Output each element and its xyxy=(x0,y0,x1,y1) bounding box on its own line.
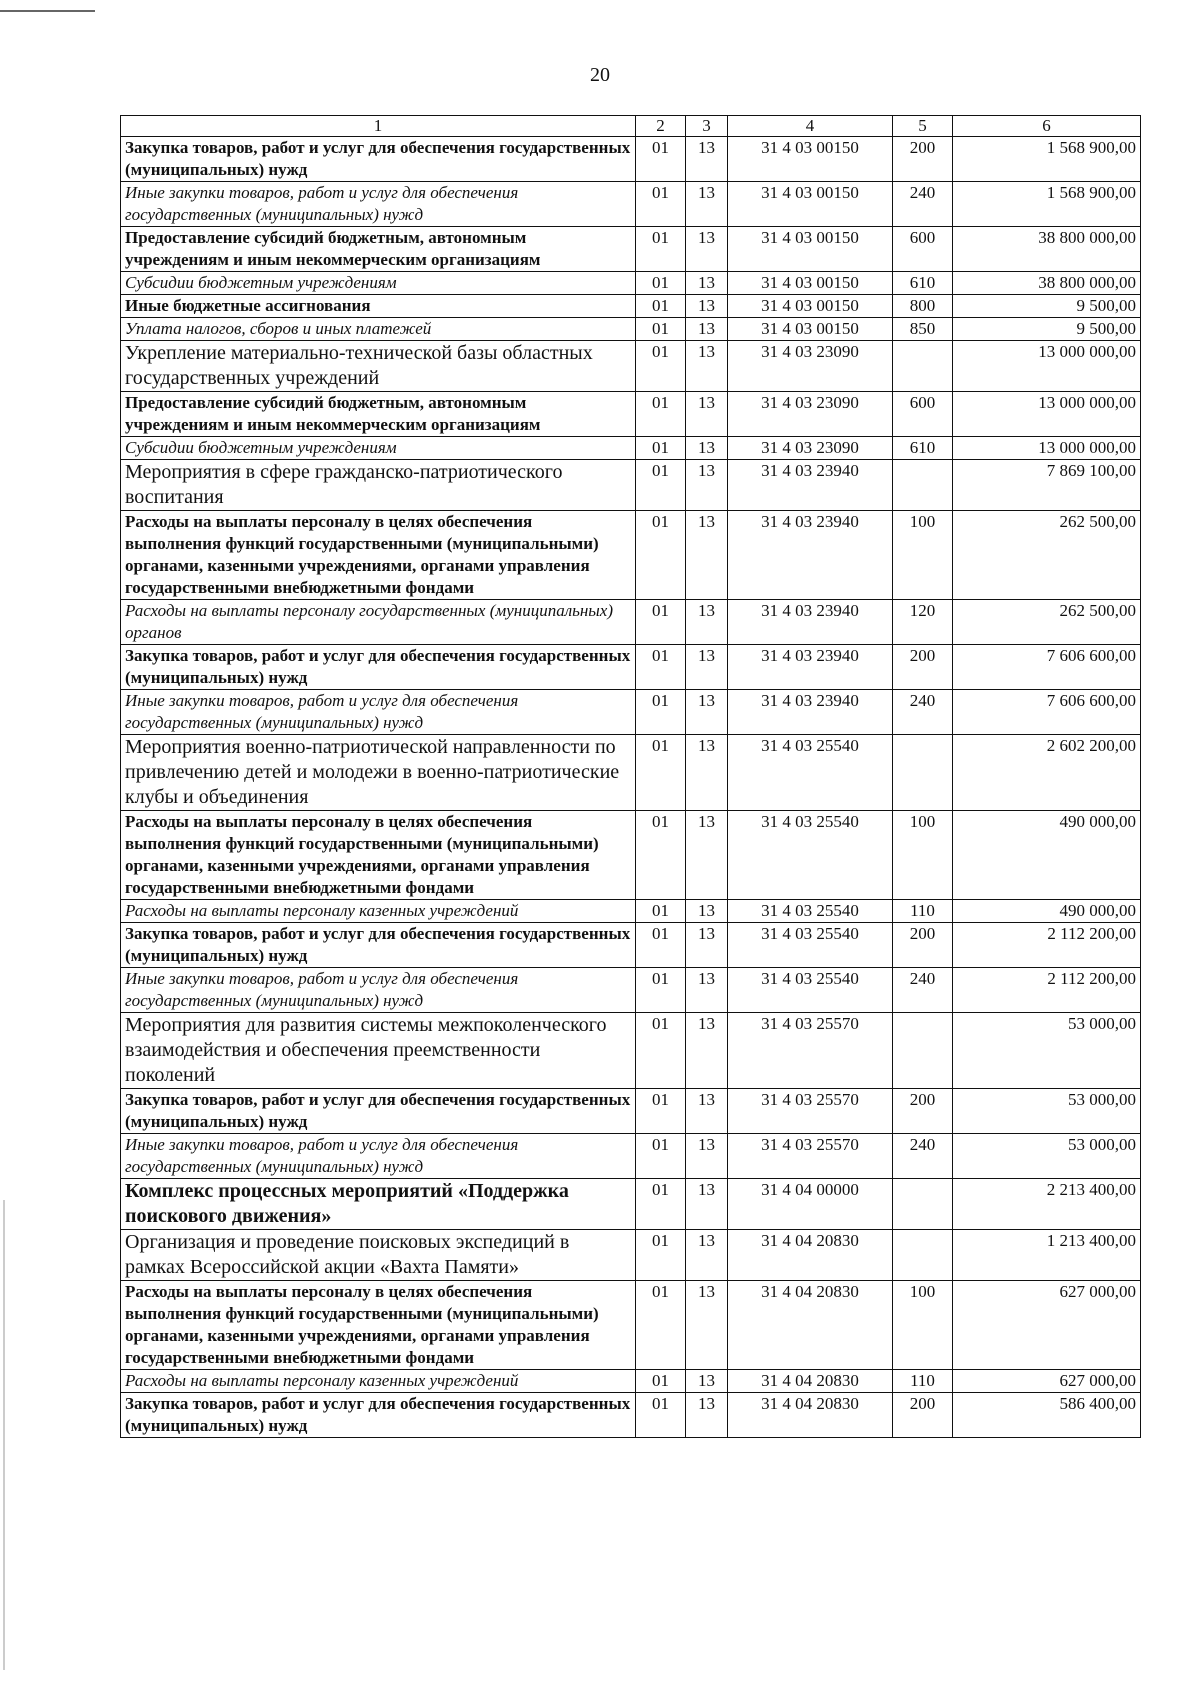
row-subsection-cell: 13 xyxy=(686,295,728,318)
row-target-article-cell: 31 4 03 23940 xyxy=(728,645,893,690)
row-amount-cell: 490 000,00 xyxy=(953,900,1141,923)
row-amount-cell: 53 000,00 xyxy=(953,1013,1141,1089)
row-section-cell: 01 xyxy=(636,735,686,811)
row-expense-type-cell: 200 xyxy=(893,137,953,182)
row-section-cell: 01 xyxy=(636,392,686,437)
row-subsection-cell: 13 xyxy=(686,511,728,600)
row-name-cell: Иные бюджетные ассигнования xyxy=(121,295,636,318)
row-amount-cell: 13 000 000,00 xyxy=(953,392,1141,437)
row-amount-cell: 1 213 400,00 xyxy=(953,1230,1141,1281)
row-subsection-cell: 13 xyxy=(686,437,728,460)
row-expense-type-cell: 800 xyxy=(893,295,953,318)
row-section-cell: 01 xyxy=(636,645,686,690)
row-name-cell: Субсидии бюджетным учреждениям xyxy=(121,437,636,460)
row-subsection-cell: 13 xyxy=(686,1230,728,1281)
row-amount-cell: 262 500,00 xyxy=(953,600,1141,645)
row-target-article-cell: 31 4 03 00150 xyxy=(728,137,893,182)
row-expense-type-cell: 110 xyxy=(893,900,953,923)
row-amount-cell: 627 000,00 xyxy=(953,1281,1141,1370)
row-subsection-cell: 13 xyxy=(686,1089,728,1134)
table-row xyxy=(121,1134,1141,1179)
row-expense-type-cell: 100 xyxy=(893,811,953,900)
row-name-cell: Уплата налогов, сборов и иных платежей xyxy=(121,318,636,341)
row-expense-type-cell: 610 xyxy=(893,437,953,460)
row-name-cell: Расходы на выплаты персоналу в целях обеспечения выполнения функций государственными (муниципальными) органами, казенными учреждениями, органами управления государственными внебюджетными фондами xyxy=(121,1281,636,1370)
row-target-article-cell: 31 4 03 25540 xyxy=(728,811,893,900)
header-cell-1: 1 xyxy=(121,116,636,137)
row-target-article-cell: 31 4 03 23090 xyxy=(728,341,893,392)
row-subsection-cell: 13 xyxy=(686,182,728,227)
row-amount-cell: 7 606 600,00 xyxy=(953,690,1141,735)
table-row xyxy=(121,900,1141,923)
row-expense-type-cell xyxy=(893,1013,953,1089)
row-amount-cell: 2 602 200,00 xyxy=(953,735,1141,811)
row-amount-cell: 53 000,00 xyxy=(953,1089,1141,1134)
row-expense-type-cell: 600 xyxy=(893,227,953,272)
row-subsection-cell: 13 xyxy=(686,341,728,392)
page-number: 20 xyxy=(590,64,610,86)
row-expense-type-cell: 240 xyxy=(893,968,953,1013)
row-expense-type-cell xyxy=(893,735,953,811)
row-amount-cell: 2 213 400,00 xyxy=(953,1179,1141,1230)
header-cell-3: 3 xyxy=(686,116,728,137)
table-row xyxy=(121,227,1141,272)
row-name-cell: Мероприятия для развития системы межпоколенческого взаимодействия и обеспечения преемственности поколений xyxy=(121,1013,636,1089)
row-amount-cell: 9 500,00 xyxy=(953,295,1141,318)
row-amount-cell: 262 500,00 xyxy=(953,511,1141,600)
row-subsection-cell: 13 xyxy=(686,392,728,437)
table-row xyxy=(121,600,1141,645)
header-cell-6: 6 xyxy=(953,116,1141,137)
budget-table-body xyxy=(121,116,1141,1438)
row-target-article-cell: 31 4 04 20830 xyxy=(728,1230,893,1281)
row-section-cell: 01 xyxy=(636,900,686,923)
row-section-cell: 01 xyxy=(636,1179,686,1230)
row-expense-type-cell: 240 xyxy=(893,182,953,227)
row-section-cell: 01 xyxy=(636,690,686,735)
row-section-cell: 01 xyxy=(636,600,686,645)
row-target-article-cell: 31 4 03 25540 xyxy=(728,923,893,968)
row-name-cell: Субсидии бюджетным учреждениям xyxy=(121,272,636,295)
row-target-article-cell: 31 4 03 23940 xyxy=(728,690,893,735)
row-subsection-cell: 13 xyxy=(686,460,728,511)
row-section-cell: 01 xyxy=(636,1013,686,1089)
header-cell-2: 2 xyxy=(636,116,686,137)
row-subsection-cell: 13 xyxy=(686,318,728,341)
row-name-cell: Расходы на выплаты персоналу казенных учреждений xyxy=(121,1370,636,1393)
row-section-cell: 01 xyxy=(636,811,686,900)
row-expense-type-cell: 200 xyxy=(893,645,953,690)
row-target-article-cell: 31 4 03 00150 xyxy=(728,318,893,341)
row-section-cell: 01 xyxy=(636,272,686,295)
table-row xyxy=(121,341,1141,392)
row-subsection-cell: 13 xyxy=(686,1134,728,1179)
row-section-cell: 01 xyxy=(636,182,686,227)
header-cell-5: 5 xyxy=(893,116,953,137)
row-name-cell: Мероприятия военно-патриотической направленности по привлечению детей и молодежи в военно-патриотические клубы и объединения xyxy=(121,735,636,811)
table-row xyxy=(121,272,1141,295)
row-subsection-cell: 13 xyxy=(686,600,728,645)
row-target-article-cell: 31 4 03 25570 xyxy=(728,1013,893,1089)
row-subsection-cell: 13 xyxy=(686,811,728,900)
budget-table xyxy=(120,115,1141,1438)
row-section-cell: 01 xyxy=(636,923,686,968)
row-name-cell: Закупка товаров, работ и услуг для обеспечения государственных (муниципальных) нужд xyxy=(121,1393,636,1438)
row-section-cell: 01 xyxy=(636,1370,686,1393)
table-row xyxy=(121,968,1141,1013)
table-row xyxy=(121,1230,1141,1281)
row-amount-cell: 627 000,00 xyxy=(953,1370,1141,1393)
row-amount-cell: 38 800 000,00 xyxy=(953,272,1141,295)
row-expense-type-cell xyxy=(893,1230,953,1281)
row-target-article-cell: 31 4 03 25540 xyxy=(728,900,893,923)
row-target-article-cell: 31 4 03 00150 xyxy=(728,272,893,295)
row-amount-cell: 38 800 000,00 xyxy=(953,227,1141,272)
row-expense-type-cell: 200 xyxy=(893,1393,953,1438)
row-expense-type-cell: 240 xyxy=(893,1134,953,1179)
row-amount-cell: 53 000,00 xyxy=(953,1134,1141,1179)
row-name-cell: Организация и проведение поисковых экспедиций в рамках Всероссийской акции «Вахта Памяти» xyxy=(121,1230,636,1281)
row-section-cell: 01 xyxy=(636,295,686,318)
row-amount-cell: 2 112 200,00 xyxy=(953,968,1141,1013)
row-target-article-cell: 31 4 03 25570 xyxy=(728,1134,893,1179)
row-subsection-cell: 13 xyxy=(686,1370,728,1393)
row-amount-cell: 9 500,00 xyxy=(953,318,1141,341)
scan-edge-mark xyxy=(3,1200,5,1670)
row-target-article-cell: 31 4 03 23940 xyxy=(728,600,893,645)
table-row xyxy=(121,1179,1141,1230)
row-expense-type-cell: 100 xyxy=(893,511,953,600)
table-row xyxy=(121,690,1141,735)
row-amount-cell: 1 568 900,00 xyxy=(953,182,1141,227)
row-expense-type-cell xyxy=(893,341,953,392)
row-subsection-cell: 13 xyxy=(686,968,728,1013)
row-name-cell: Мероприятия в сфере гражданско-патриотического воспитания xyxy=(121,460,636,511)
row-section-cell: 01 xyxy=(636,968,686,1013)
row-expense-type-cell xyxy=(893,1179,953,1230)
table-row xyxy=(121,811,1141,900)
row-section-cell: 01 xyxy=(636,318,686,341)
row-expense-type-cell: 600 xyxy=(893,392,953,437)
row-name-cell: Комплекс процессных мероприятий «Поддержка поискового движения» xyxy=(121,1179,636,1230)
row-target-article-cell: 31 4 03 25540 xyxy=(728,735,893,811)
row-subsection-cell: 13 xyxy=(686,735,728,811)
row-name-cell: Предоставление субсидий бюджетным, автономным учреждениям и иным некоммерческим организациям xyxy=(121,227,636,272)
table-header-row xyxy=(121,116,1141,137)
row-subsection-cell: 13 xyxy=(686,227,728,272)
row-amount-cell: 7 869 100,00 xyxy=(953,460,1141,511)
row-name-cell: Иные закупки товаров, работ и услуг для обеспечения государственных (муниципальных) нужд xyxy=(121,182,636,227)
row-amount-cell: 13 000 000,00 xyxy=(953,341,1141,392)
row-subsection-cell: 13 xyxy=(686,1281,728,1370)
table-row xyxy=(121,1370,1141,1393)
table-row xyxy=(121,1013,1141,1089)
row-subsection-cell: 13 xyxy=(686,900,728,923)
row-name-cell: Укрепление материально-технической базы областных государственных учреждений xyxy=(121,341,636,392)
row-target-article-cell: 31 4 04 20830 xyxy=(728,1370,893,1393)
row-name-cell: Расходы на выплаты персоналу в целях обеспечения выполнения функций государственными (муниципальными) органами, казенными учреждениями, органами управления государственными внебюджетными фондами xyxy=(121,511,636,600)
row-expense-type-cell: 850 xyxy=(893,318,953,341)
row-section-cell: 01 xyxy=(636,1281,686,1370)
table-row xyxy=(121,437,1141,460)
row-expense-type-cell: 240 xyxy=(893,690,953,735)
header-cell-4: 4 xyxy=(728,116,893,137)
table-row xyxy=(121,735,1141,811)
row-name-cell: Предоставление субсидий бюджетным, автономным учреждениям и иным некоммерческим организациям xyxy=(121,392,636,437)
table-row xyxy=(121,137,1141,182)
row-expense-type-cell xyxy=(893,460,953,511)
table-row xyxy=(121,1089,1141,1134)
row-section-cell: 01 xyxy=(636,460,686,511)
row-expense-type-cell: 610 xyxy=(893,272,953,295)
row-name-cell: Расходы на выплаты персоналу в целях обеспечения выполнения функций государственными (муниципальными) органами, казенными учреждениями, органами управления государственными внебюджетными фондами xyxy=(121,811,636,900)
table-row xyxy=(121,460,1141,511)
table-row xyxy=(121,182,1141,227)
row-name-cell: Расходы на выплаты персоналу государственных (муниципальных) органов xyxy=(121,600,636,645)
row-target-article-cell: 31 4 03 23940 xyxy=(728,460,893,511)
row-target-article-cell: 31 4 03 00150 xyxy=(728,295,893,318)
row-section-cell: 01 xyxy=(636,1089,686,1134)
row-target-article-cell: 31 4 03 00150 xyxy=(728,182,893,227)
row-expense-type-cell: 120 xyxy=(893,600,953,645)
table-row xyxy=(121,645,1141,690)
row-amount-cell: 7 606 600,00 xyxy=(953,645,1141,690)
row-amount-cell: 586 400,00 xyxy=(953,1393,1141,1438)
row-expense-type-cell: 200 xyxy=(893,923,953,968)
table-row xyxy=(121,1281,1141,1370)
row-target-article-cell: 31 4 03 23940 xyxy=(728,511,893,600)
row-name-cell: Закупка товаров, работ и услуг для обеспечения государственных (муниципальных) нужд xyxy=(121,645,636,690)
row-amount-cell: 490 000,00 xyxy=(953,811,1141,900)
row-section-cell: 01 xyxy=(636,341,686,392)
row-subsection-cell: 13 xyxy=(686,645,728,690)
row-target-article-cell: 31 4 04 20830 xyxy=(728,1393,893,1438)
row-section-cell: 01 xyxy=(636,1393,686,1438)
row-target-article-cell: 31 4 03 23090 xyxy=(728,437,893,460)
row-target-article-cell: 31 4 03 25540 xyxy=(728,968,893,1013)
row-name-cell: Расходы на выплаты персоналу казенных учреждений xyxy=(121,900,636,923)
table-row xyxy=(121,923,1141,968)
row-name-cell: Закупка товаров, работ и услуг для обеспечения государственных (муниципальных) нужд xyxy=(121,923,636,968)
table-row xyxy=(121,392,1141,437)
row-subsection-cell: 13 xyxy=(686,1179,728,1230)
row-name-cell: Иные закупки товаров, работ и услуг для обеспечения государственных (муниципальных) нужд xyxy=(121,690,636,735)
row-name-cell: Закупка товаров, работ и услуг для обеспечения государственных (муниципальных) нужд xyxy=(121,1089,636,1134)
row-section-cell: 01 xyxy=(636,511,686,600)
row-target-article-cell: 31 4 03 00150 xyxy=(728,227,893,272)
row-amount-cell: 2 112 200,00 xyxy=(953,923,1141,968)
row-expense-type-cell: 110 xyxy=(893,1370,953,1393)
scan-corner-mark xyxy=(0,10,95,12)
row-subsection-cell: 13 xyxy=(686,1013,728,1089)
table-row xyxy=(121,1393,1141,1438)
row-subsection-cell: 13 xyxy=(686,1393,728,1438)
row-section-cell: 01 xyxy=(636,1230,686,1281)
row-subsection-cell: 13 xyxy=(686,690,728,735)
row-name-cell: Иные закупки товаров, работ и услуг для обеспечения государственных (муниципальных) нужд xyxy=(121,968,636,1013)
row-subsection-cell: 13 xyxy=(686,923,728,968)
row-target-article-cell: 31 4 03 23090 xyxy=(728,392,893,437)
row-subsection-cell: 13 xyxy=(686,137,728,182)
table-row xyxy=(121,318,1141,341)
row-target-article-cell: 31 4 03 25570 xyxy=(728,1089,893,1134)
row-target-article-cell: 31 4 04 00000 xyxy=(728,1179,893,1230)
row-subsection-cell: 13 xyxy=(686,272,728,295)
row-section-cell: 01 xyxy=(636,137,686,182)
row-section-cell: 01 xyxy=(636,227,686,272)
row-section-cell: 01 xyxy=(636,1134,686,1179)
table-row xyxy=(121,511,1141,600)
row-name-cell: Иные закупки товаров, работ и услуг для обеспечения государственных (муниципальных) нужд xyxy=(121,1134,636,1179)
row-amount-cell: 13 000 000,00 xyxy=(953,437,1141,460)
row-name-cell: Закупка товаров, работ и услуг для обеспечения государственных (муниципальных) нужд xyxy=(121,137,636,182)
table-row xyxy=(121,295,1141,318)
row-expense-type-cell: 100 xyxy=(893,1281,953,1370)
row-amount-cell: 1 568 900,00 xyxy=(953,137,1141,182)
row-expense-type-cell: 200 xyxy=(893,1089,953,1134)
row-section-cell: 01 xyxy=(636,437,686,460)
row-target-article-cell: 31 4 04 20830 xyxy=(728,1281,893,1370)
